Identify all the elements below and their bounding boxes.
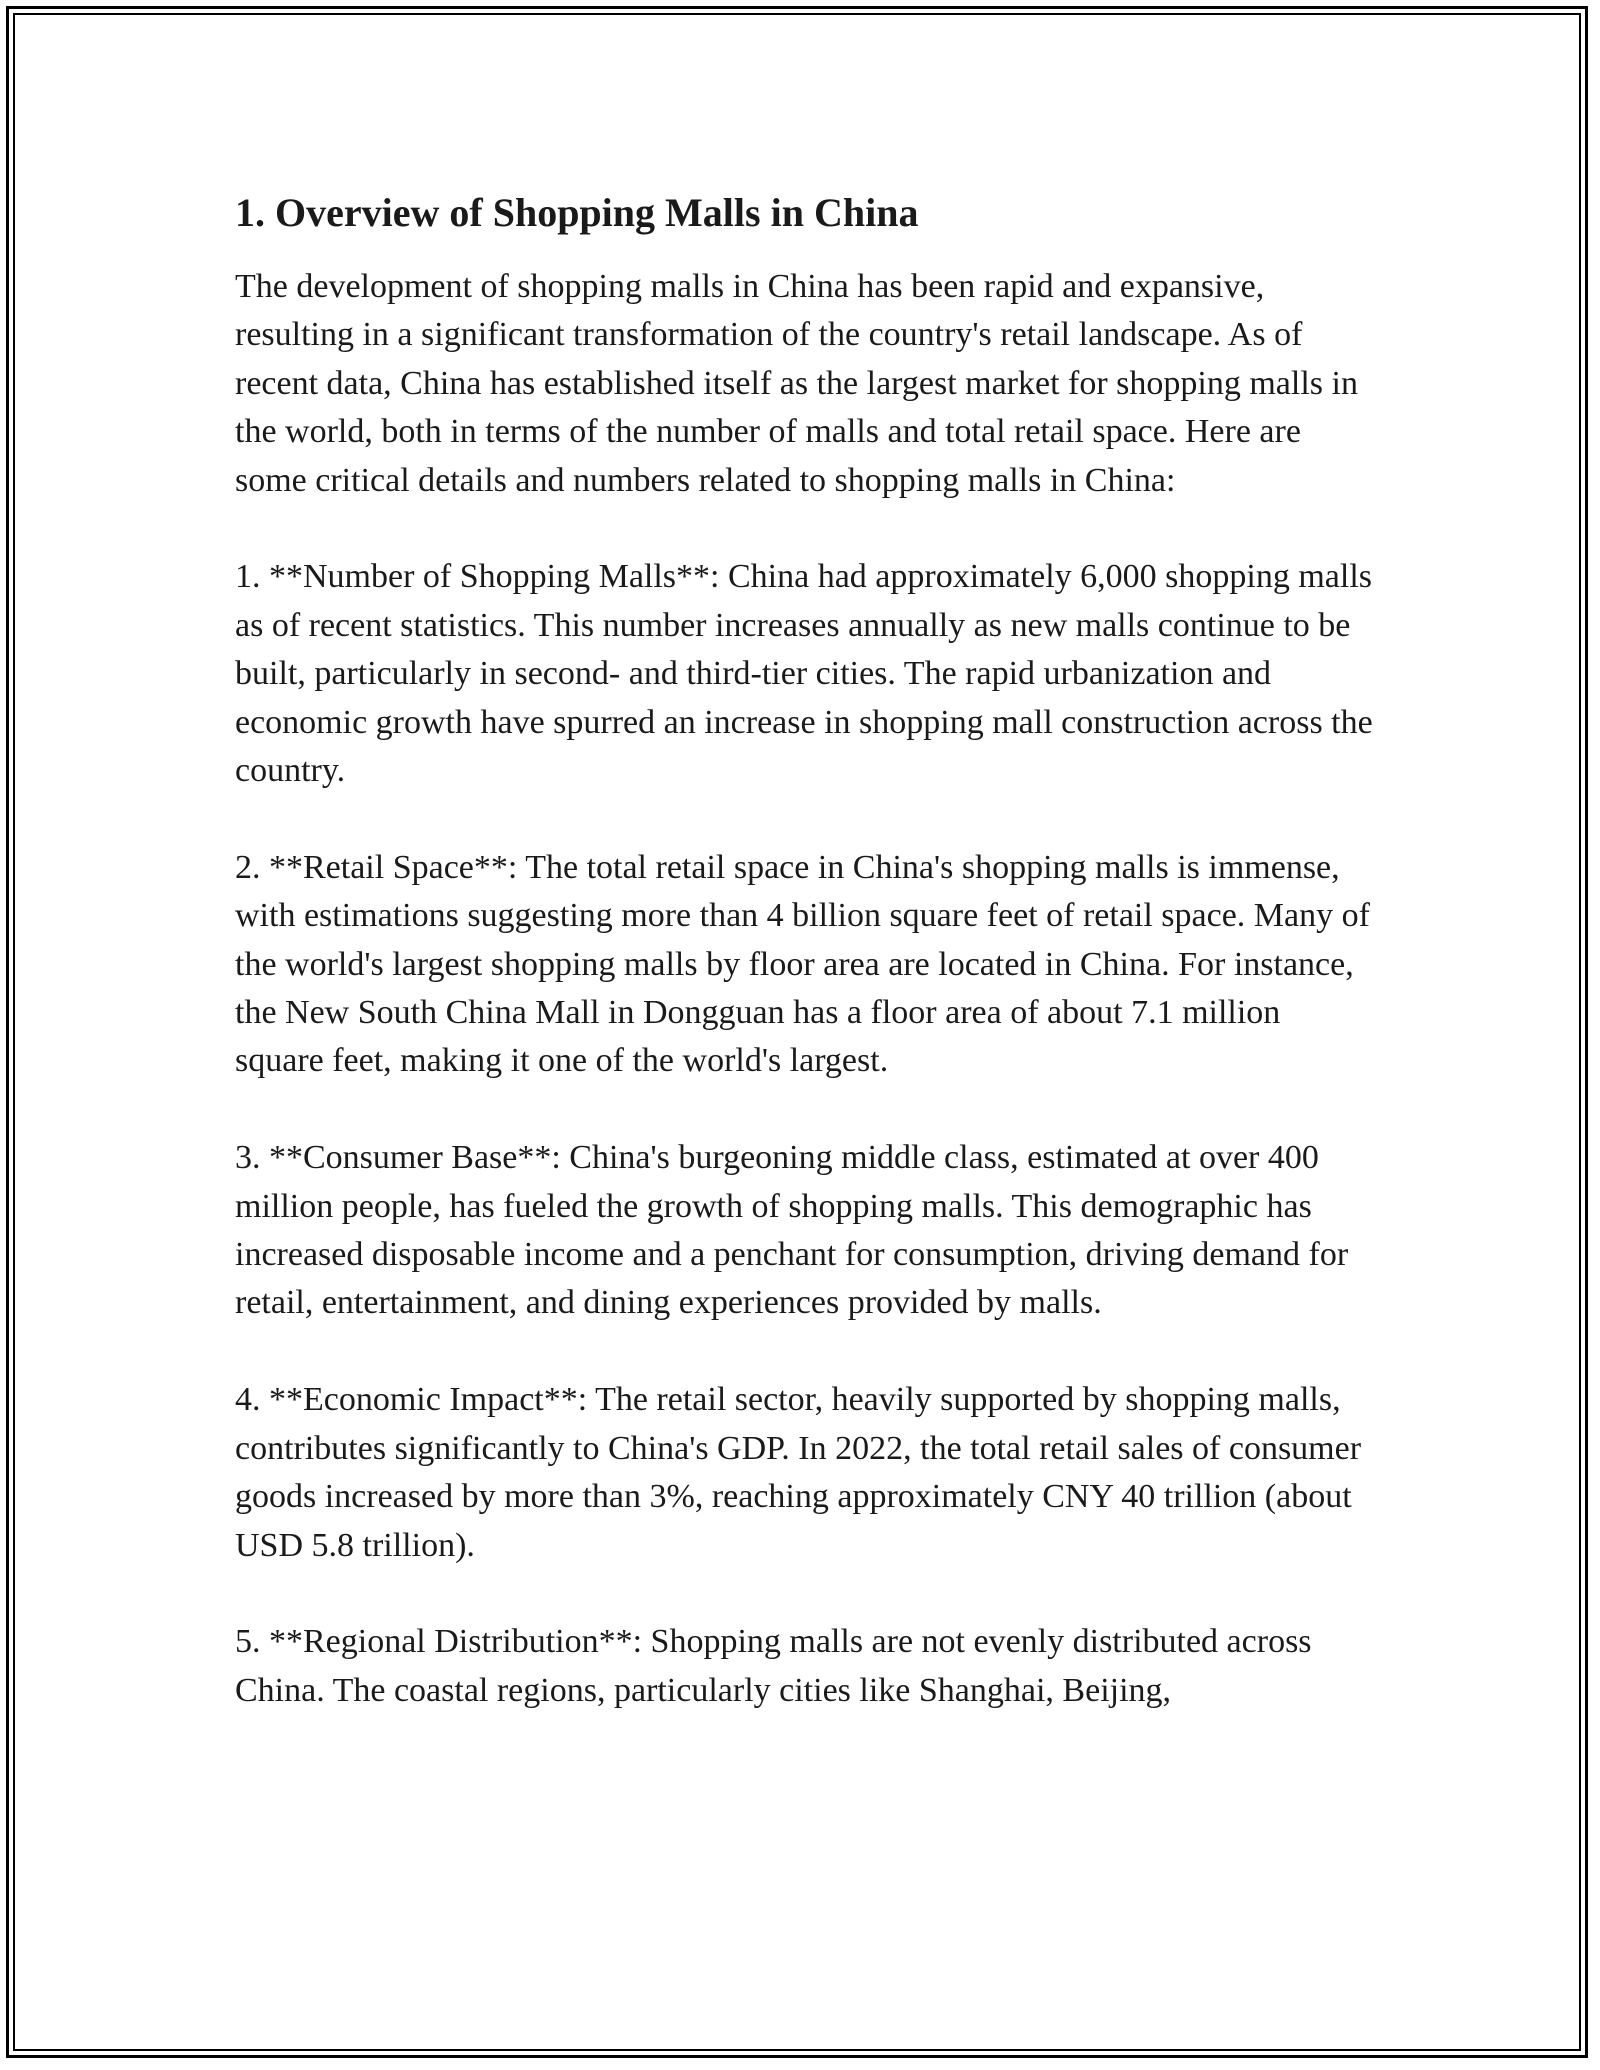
intro-paragraph: The development of shopping malls in China has been rapid and expansive, resulting in a significant transformation of the country's retail landscape. As of recent data, China has established itself as the largest market for shopping malls in the world, both in terms of the number of malls and total retail space. Here are some critical details and numbers related to shopping malls in China: xyxy=(235,268,1358,499)
paragraph-regional-distribution: 5. **Regional Distribution**: Shopping malls are not evenly distributed across China. The coastal regions, particularly cities like Shanghai, Beijing, xyxy=(235,1623,1312,1709)
section-heading: 1. Overview of Shopping Malls in China xyxy=(235,190,919,235)
paragraph-retail-space: 2. **Retail Space**: The total retail space in China's shopping malls is immense, with estimations suggesting more than 4 billion square feet of retail space. Many of the world's largest shopping malls by floor area are located in China. For instance, the New South China Mall in Dongguan has a floor area of about 7.1 million square feet, making it one of the world's largest. xyxy=(235,848,1370,1080)
paragraph-economic-impact: 4. **Economic Impact**: The retail sector, heavily supported by shopping malls, contributes significantly to China's GDP. In 2022, the total retail sales of consumer goods increased by more than 3%, reaching approximately CNY 40 trillion (about USD 5.8 trillion). xyxy=(235,1381,1362,1564)
paragraph-consumer-base: 3. **Consumer Base**: China's burgeoning middle class, estimated at over 400 million people, has fueled the growth of shopping malls. This demographic has increased disposable income and a penchant for consumption, driving demand for retail, entertainment, and dining experiences provided by malls. xyxy=(235,1139,1349,1322)
paragraph-number-of-malls: 1. **Number of Shopping Malls**: China had approximately 6,000 shopping malls as of recent statistics. This number increases annually as new malls continue to be built, particularly in second- and third-tier cities. The rapid urbanization and economic growth have spurred an increase in shopping mall construction across the country. xyxy=(235,558,1373,790)
document-body xyxy=(235,185,1375,1764)
